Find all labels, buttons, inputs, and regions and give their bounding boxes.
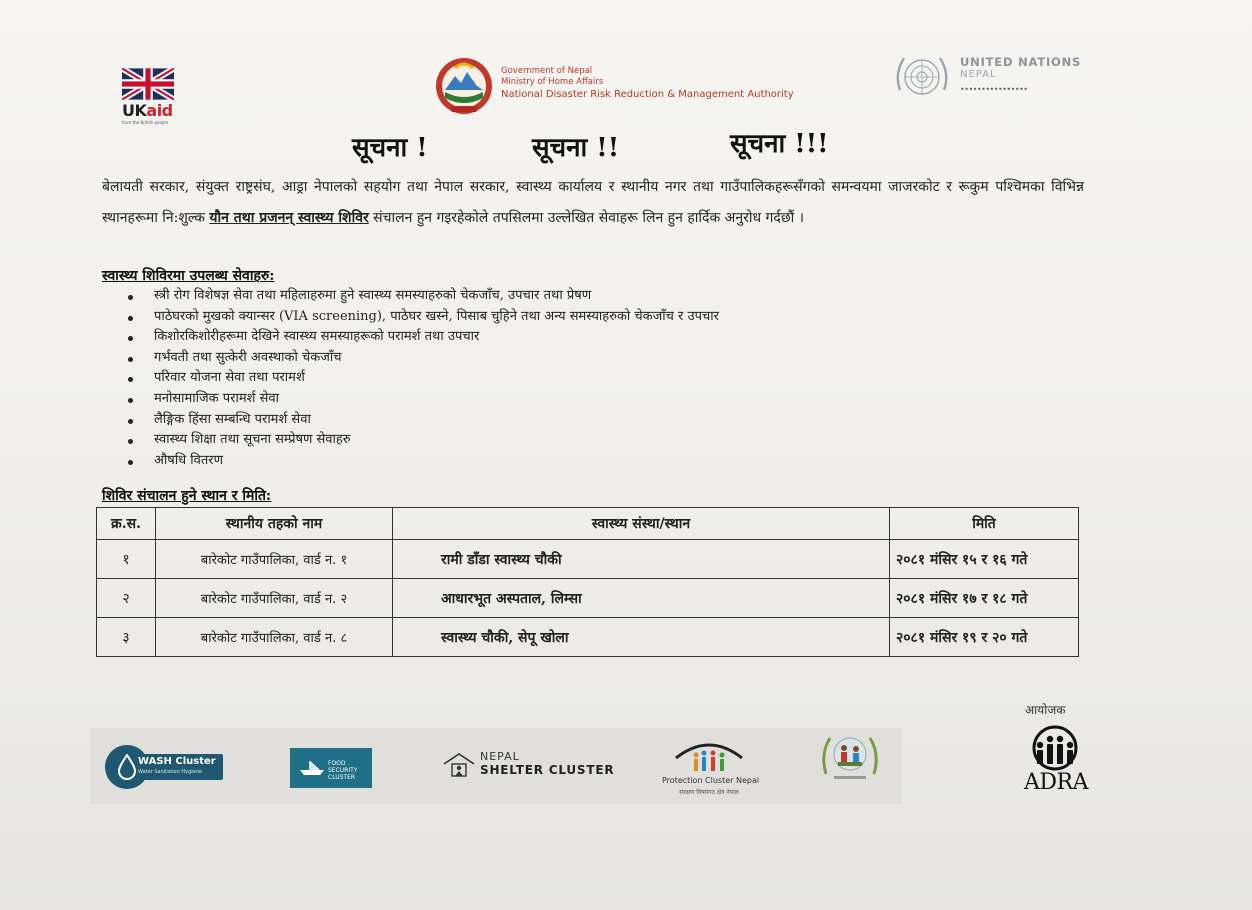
cell-local-level: बारेकोट गाउँपालिका, वार्ड न. ८ <box>156 618 393 657</box>
ukaid-logo <box>122 68 178 125</box>
list-item: स्त्री रोग विशेषज्ञ सेवा तथा महिलाहरुमा हुने स्वास्थ्य समस्याहरुको चेकजाँच, उपचार तथा प्रेषण <box>128 286 719 307</box>
header-serial: क्र.स. <box>97 508 156 540</box>
schedule-table <box>96 507 1079 657</box>
union-flag-icon <box>122 68 174 100</box>
notice-heading-2: सूचना !! <box>532 133 620 163</box>
organizer-label: आयोजक <box>1025 703 1066 717</box>
water-drop-icon <box>117 754 137 780</box>
list-item: स्वास्थ्य शिक्षा तथा सूचना सम्प्रेषण सेवाहरु <box>128 430 719 451</box>
notice-heading-1: सूचना ! <box>352 133 428 163</box>
protection-line-1: Protection Cluster Nepal <box>662 776 760 785</box>
list-item: मनोसामाजिक परामर्श सेवा <box>128 389 719 410</box>
house-icon <box>442 752 476 778</box>
fsc-line-1: FOOD SECURITY <box>328 760 358 774</box>
nepal-emblem-icon <box>433 56 495 116</box>
wash-cluster-subtitle: Water Sanitation Hygiene <box>138 769 202 775</box>
header-local-level: स्थानीय तहको नाम <box>156 508 393 540</box>
header-date: मिति <box>890 508 1079 540</box>
cell-date: २०८१ मंसिर १७ र १८ गते <box>890 579 1079 618</box>
cell-facility: स्वास्थ्य चौकी, सेपू खोला <box>393 618 890 657</box>
cell-local-level: बारेकोट गाउँपालिका, वार्ड न. २ <box>156 579 393 618</box>
protection-cluster-logo <box>662 738 760 800</box>
notice-heading-3: सूचना !!! <box>730 129 829 159</box>
protection-line-2: संरक्षण विषयगत क्षेत्र नेपाल <box>679 789 739 796</box>
header-facility: स्वास्थ्य संस्था/स्थान <box>393 508 890 540</box>
cell-date: २०८१ मंसिर १५ र १६ गते <box>890 540 1079 579</box>
list-item: लैङ्गिक हिंसा सम्बन्धि परामर्श सेवा <box>128 410 719 431</box>
ukaid-wordmark: UKaid <box>122 101 173 120</box>
boat-icon <box>298 760 326 776</box>
people-arch-icon <box>670 738 748 774</box>
cell-facility: रामी डाँडा स्वास्थ्य चौकी <box>393 540 890 579</box>
cell-serial: २ <box>97 579 156 618</box>
list-item: किशोरकिशोरीहरूमा देखिने स्वास्थ्य समस्याहरूको परामर्श तथा उपचार <box>128 327 719 348</box>
table-row <box>97 618 1079 657</box>
adra-emblem-icon <box>1027 725 1083 771</box>
food-security-cluster-logo <box>290 748 372 788</box>
fsc-line-2: CLUSTER <box>328 774 356 781</box>
list-item: पाठेघरको मुखको क्यान्सर (VIA screening), पाठेघर खस्ने, पिसाब चुहिने तथा अन्य समस्याहरुको चेकजाँच र उपचार <box>128 307 719 328</box>
cell-serial: १ <box>97 540 156 579</box>
list-item: औषधि वितरण <box>128 451 719 472</box>
gov-line-2: Ministry of Home Affairs <box>501 77 604 87</box>
camp-name: यौन तथा प्रजनन् स्वास्थ्य शिविर <box>209 210 369 226</box>
agriculture-food-security-logo <box>816 730 884 788</box>
gov-line-3: National Disaster Risk Reduction & Management Authority <box>501 89 794 100</box>
cell-serial: ३ <box>97 618 156 657</box>
table-row <box>97 540 1079 579</box>
shelter-line-1: NEPAL <box>480 750 520 763</box>
shelter-line-2: SHELTER CLUSTER <box>480 763 615 777</box>
schedule-title: शिविर संचालन हुने स्थान र मिति: <box>102 488 272 504</box>
intro-paragraph: बेलायती सरकार, संयुक्त राष्ट्रसंघ, आड्रा नेपालको सहयोग तथा नेपाल सरकार, स्वास्थ्य कार्यालय र स्थानीय नगर तथा गाउँपालिकहरूसँगको समन्वयमा जाजरकोट र रूकुम पश्चिमका विभिन्न स्थानहरूमा नि:शुल्क यौन तथा प्रजनन् स्वास्थ्य शिविर संचालन हुन गइरहेकोले तपसिलमा उल्लेखित सेवाहरू लिन हुन हार्दिक अनुरोध गर्दछौं । <box>102 179 1084 226</box>
un-title: UNITED NATIONS <box>960 55 1082 69</box>
cell-facility: आधारभूत अस्पताल, लिम्सा <box>393 579 890 618</box>
services-title: स्वास्थ्य शिविरमा उपलब्ध सेवाहरु: <box>102 268 275 284</box>
ukaid-tagline: from the British people <box>122 120 169 125</box>
cell-local-level: बारेकोट गाउँपालिका, वार्ड न. १ <box>156 540 393 579</box>
list-item: गर्भवती तथा सुत्केरी अवस्थाको चेकजाँच <box>128 348 719 369</box>
un-emblem-icon <box>892 52 952 102</box>
wash-cluster-title: WASH Cluster <box>138 756 216 767</box>
list-item: परिवार योजना सेवा तथा परामर्श <box>128 368 719 389</box>
services-list <box>128 286 719 471</box>
table-header-row <box>97 508 1079 540</box>
wash-cluster-logo <box>105 745 223 789</box>
un-dots: •••••••••••••••• <box>960 85 1028 94</box>
cell-date: २०८१ मंसिर १९ र २० गते <box>890 618 1079 657</box>
table-row <box>97 579 1079 618</box>
gov-line-1: Government of Nepal <box>501 66 593 76</box>
adra-wordmark: ADRA <box>1024 770 1088 795</box>
un-country: NEPAL <box>960 69 997 80</box>
